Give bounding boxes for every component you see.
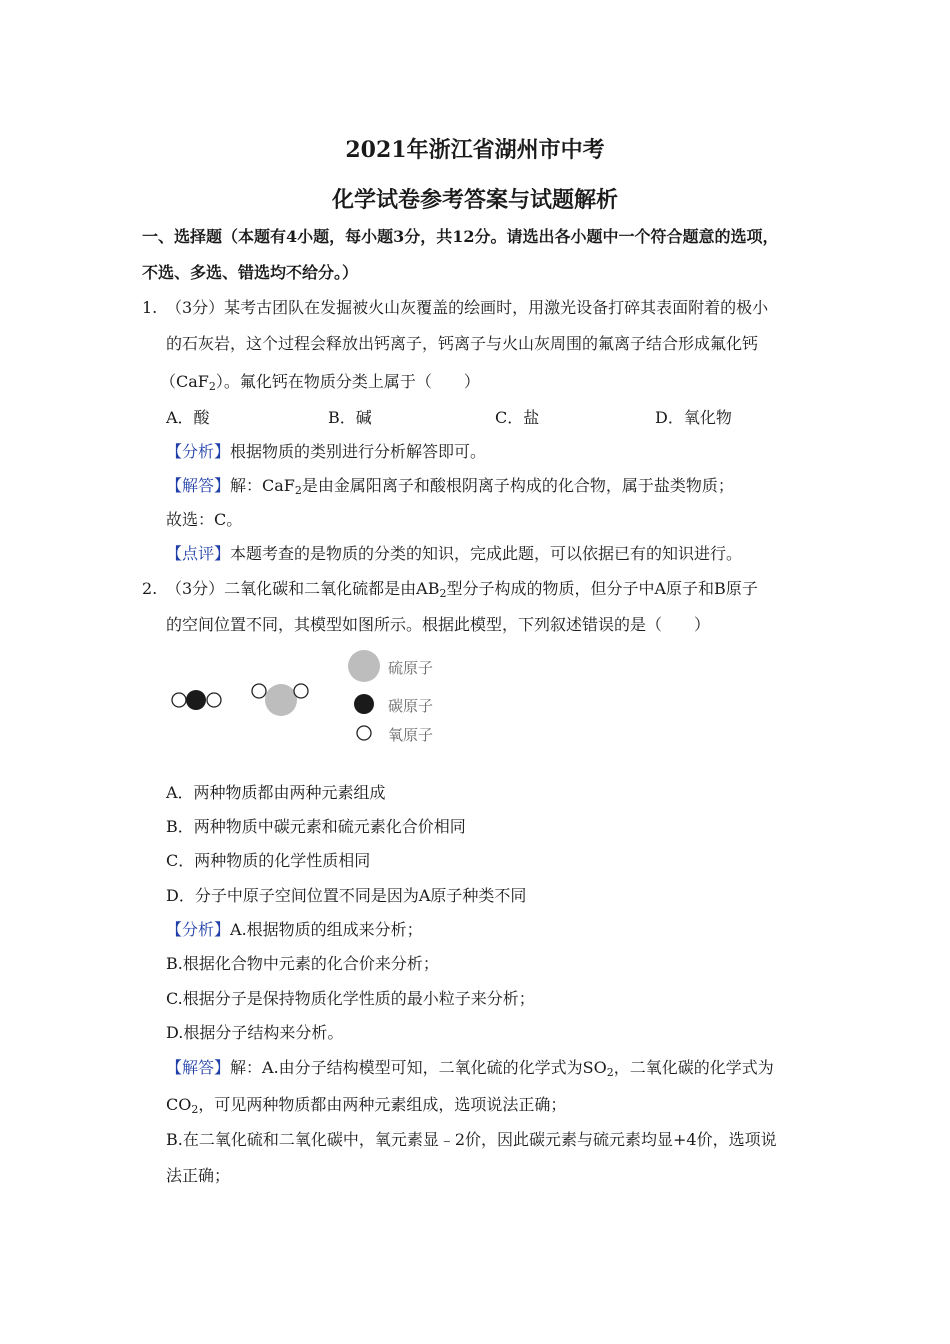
oxygen-atom xyxy=(294,684,308,698)
legend-carbon-symbol xyxy=(354,694,374,714)
q2-option-d: D．分子中原子空间位置不同是因为A原子种类不同 xyxy=(166,886,527,905)
q2-analysis: 【分析】A.根据物质的组成来分析； xyxy=(166,920,423,939)
q1-stem-line3: （CaF$_2$）。氟化钙在物质分类上属于（ ） xyxy=(160,372,480,393)
q2-option-a: A．两种物质都由两种元素组成 xyxy=(166,783,386,802)
section-heading: 一、选择题（本题有4小题，每小题3分，共12分。请选出各小题中一个符合题意的选项， xyxy=(142,227,779,246)
q2-option-c: C．两种物质的化学性质相同 xyxy=(166,851,371,870)
oxygen-atom xyxy=(172,693,186,707)
section-heading-cont: 不选、多选、错选均不给分。） xyxy=(142,263,359,282)
q2-answer-line4: 法正确； xyxy=(166,1166,231,1185)
q1-option-b: B．碱 xyxy=(328,408,372,427)
q2-option-b: B．两种物质中碳元素和硫元素化合价相同 xyxy=(166,817,466,836)
legend-oxygen-symbol xyxy=(357,726,371,740)
q1-number: 1. xyxy=(142,298,158,317)
q1-option-a: A．酸 xyxy=(166,408,210,427)
oxygen-atom xyxy=(252,684,266,698)
q2-stem-line1: （3分）二氧化碳和二氧化硫都是由$AB_2$型分子构成的物质，但分子中A原子和B原子 xyxy=(166,579,758,600)
q2-analysis-c: C.根据分子是保持物质化学性质的最小粒子来分析； xyxy=(166,989,535,1008)
document-title: 2021年浙江省湖州市中考 xyxy=(345,137,605,163)
q1-choice: 故选：C。 xyxy=(166,510,243,529)
q2-number: 2. xyxy=(142,579,158,598)
q1-review: 【点评】本题考查的是物质的分类的知识，完成此题，可以依据已有的知识进行。 xyxy=(166,544,743,563)
legend-oxygen-label: 氧原子 xyxy=(388,726,434,744)
q2-analysis-d: D.根据分子结构来分析。 xyxy=(166,1023,344,1042)
q2-analysis-b: B.根据化合物中元素的化合价来分析； xyxy=(166,954,439,973)
q2-answer-line1: 【解答】解：A.由分子结构模型可知，二氧化硫的化学式为$SO_2$，二氧化碳的化学式为 xyxy=(166,1058,774,1079)
q1-answer: 【解答】解：CaF$_2$是由金属阳离子和酸根阴离子构成的化合物，属于盐类物质； xyxy=(166,476,734,497)
legend-sulfur-label: 硫原子 xyxy=(388,659,434,677)
q1-option-d: D．氧化物 xyxy=(655,408,732,427)
sulfur-atom xyxy=(265,684,297,716)
carbon-atom xyxy=(186,690,206,710)
q1-analysis: 【分析】根据物质的类别进行分析解答即可。 xyxy=(166,442,487,461)
q2-answer-line2: $CO_2$，可见两种物质都由两种元素组成，选项说法正确； xyxy=(166,1095,567,1116)
q1-stem-line2: 的石灰岩，这个过程会释放出钙离子，钙离子与火山灰周围的氟离子结合形成氟化钙 xyxy=(166,334,759,353)
co2-molecule-model xyxy=(172,690,221,710)
legend-carbon-label: 碳原子 xyxy=(388,697,434,715)
q1-stem-line1: （3分）某考古团队在发掘被火山灰覆盖的绘画时，用激光设备打碎其表面附着的极小 xyxy=(166,298,769,317)
legend-sulfur-symbol xyxy=(348,650,380,682)
so2-molecule-model xyxy=(252,684,308,716)
q2-stem-line2: 的空间位置不同，其模型如图所示。根据此模型，下列叙述错误的是（ ） xyxy=(166,615,711,634)
q1-option-c: C．盐 xyxy=(495,408,540,427)
document-subtitle: 化学试卷参考答案与试题解析 xyxy=(331,187,618,213)
q2-answer-line3: B.在二氧化硫和二氧化碳中，氧元素显﹣2价，因此碳元素与硫元素均显+4价，选项说 xyxy=(166,1130,777,1149)
oxygen-atom xyxy=(207,693,221,707)
